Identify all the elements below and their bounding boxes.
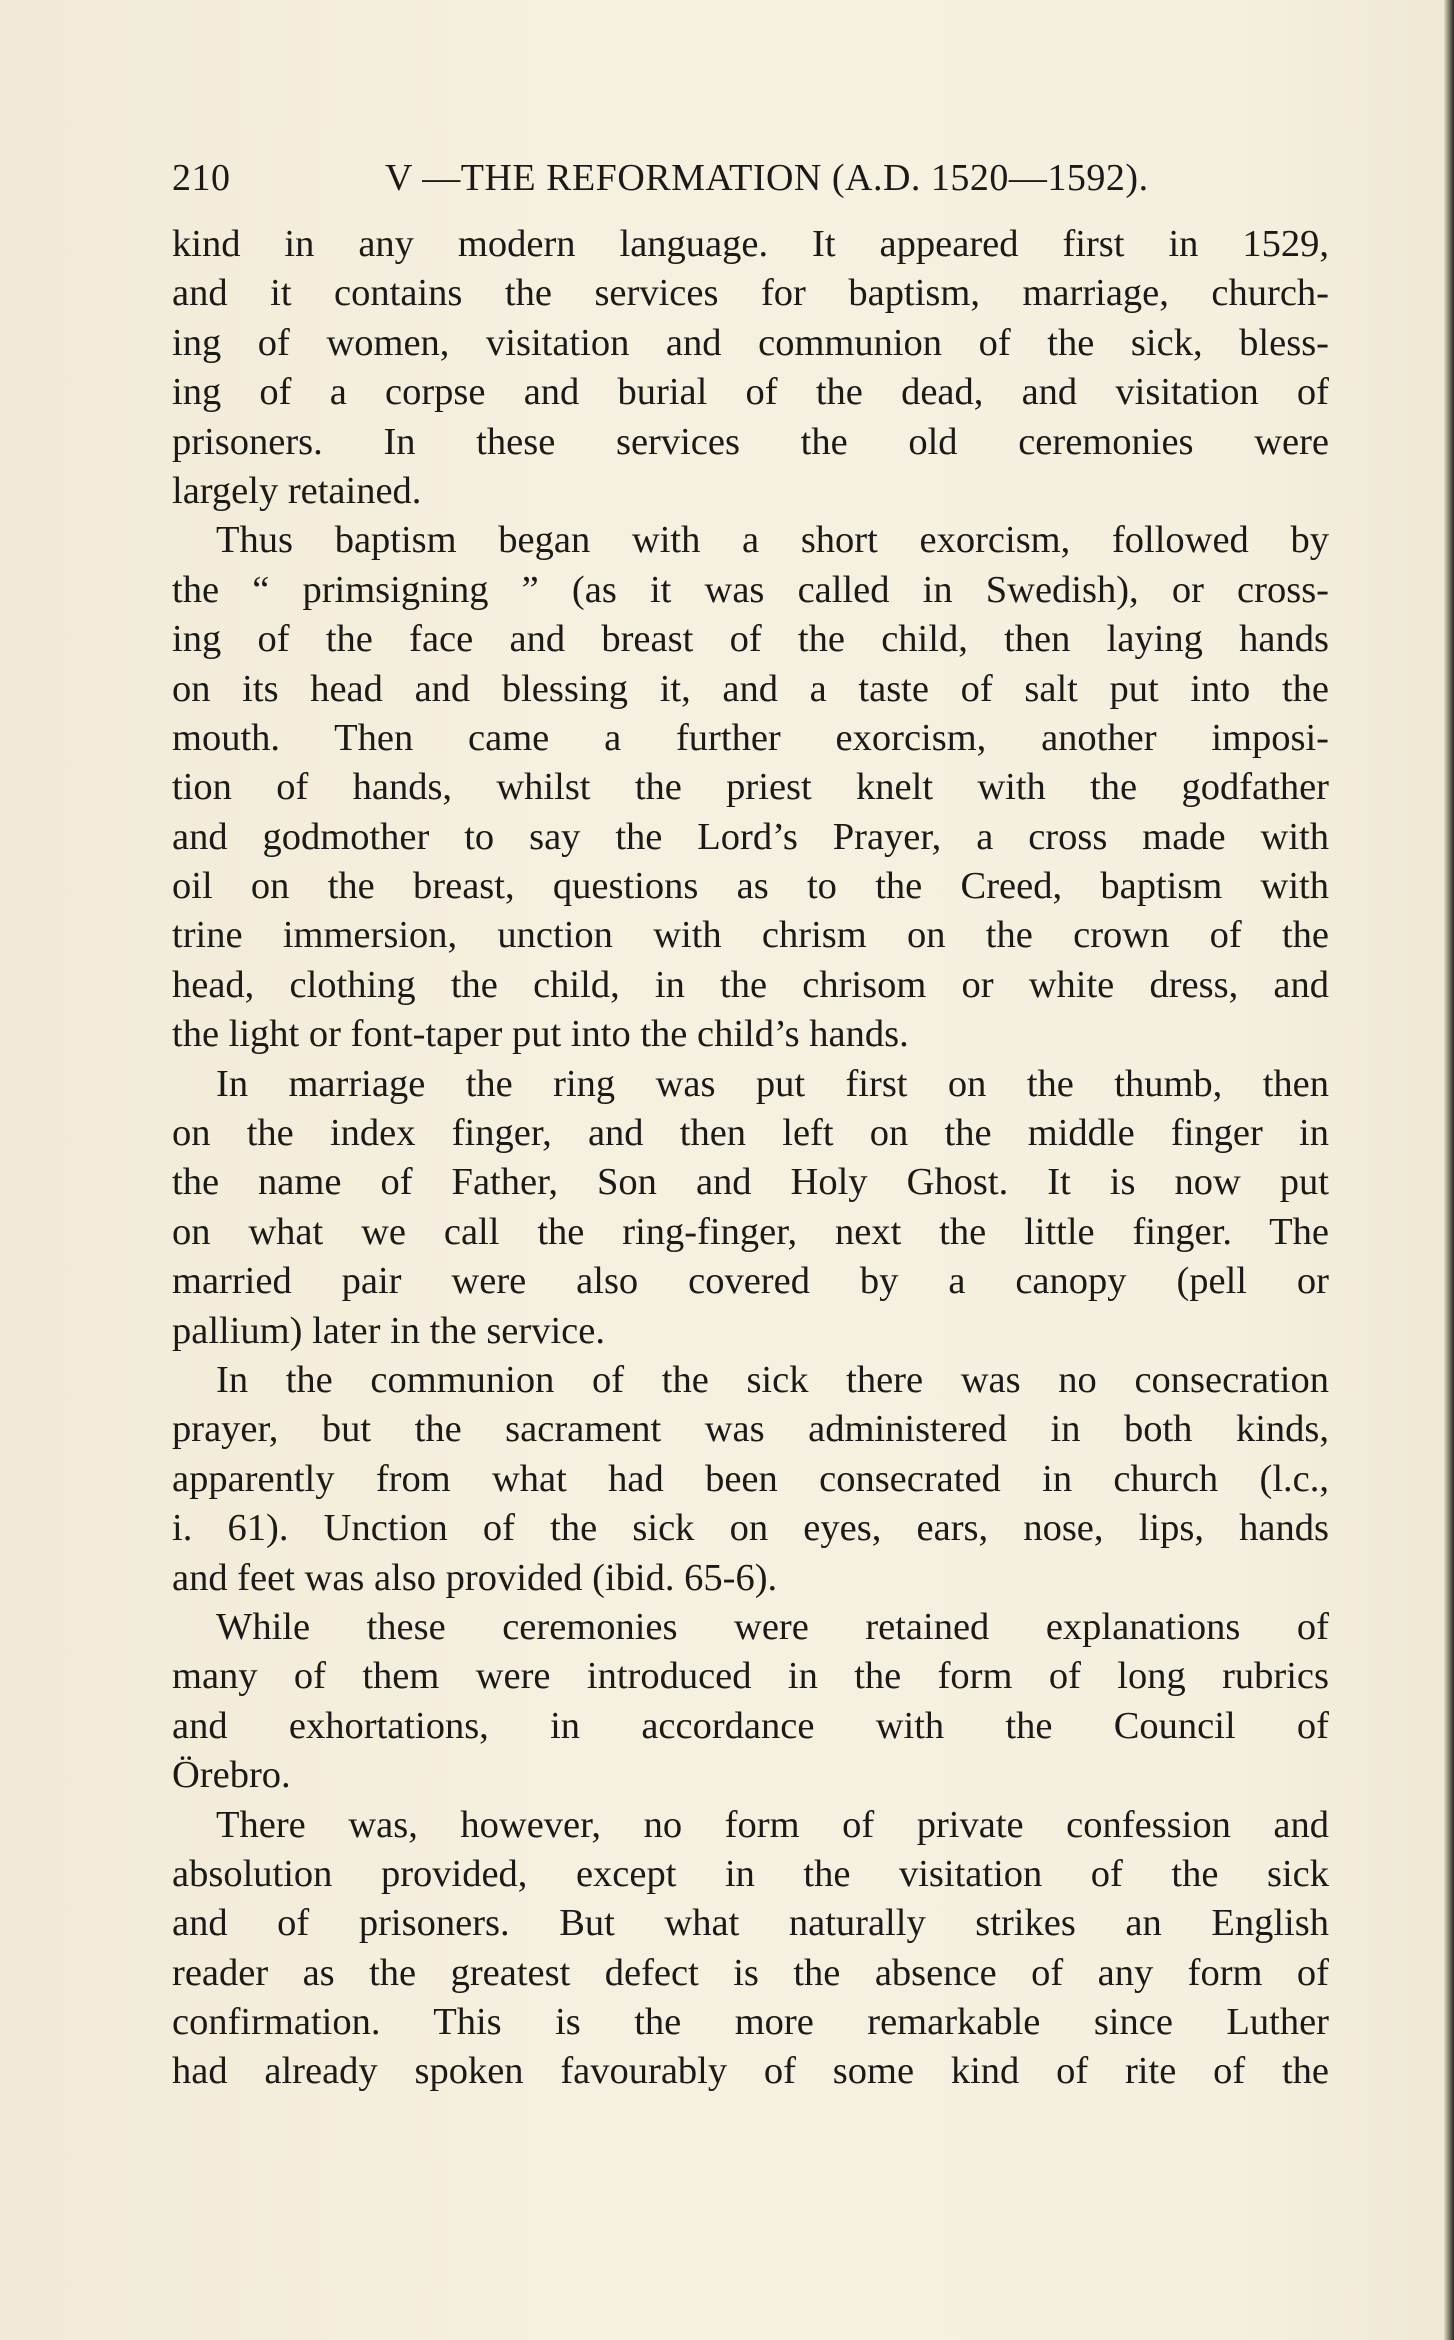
text-line: While these ceremonies were retained explanations of xyxy=(216,1605,1329,1648)
text-line: kind in any modern language. It appeared first in 1529, xyxy=(172,223,1329,265)
text-line: pallium) later in the service. xyxy=(172,1309,605,1352)
text-line: There was, however, no form of private confession and xyxy=(216,1803,1329,1846)
text-line: and it contains the services for baptism, marriage, church- xyxy=(172,272,1329,315)
text-line: the “ primsigning ” (as it was called in Swedish), or cross- xyxy=(172,568,1329,611)
text-line: largely retained. xyxy=(172,469,422,512)
text-line: the light or font-taper put into the child’s hands. xyxy=(172,1013,909,1056)
text-line: the name of Father, Son and Holy Ghost. It is now put xyxy=(172,1161,1329,1204)
text-line: and exhortations, in accordance with the Council of xyxy=(172,1704,1329,1747)
text-line: i. 61). Unction of the sick on eyes, ears, nose, lips, hands xyxy=(172,1507,1329,1550)
text-line: Thus baptism began with a short exorcism, followed by xyxy=(216,519,1329,562)
text-line: on what we call the ring-finger, next the little finger. The xyxy=(172,1210,1329,1253)
text-line: and godmother to say the Lord’s Prayer, a cross made with xyxy=(172,815,1329,858)
text-line: In marriage the ring was put first on the thumb, then xyxy=(216,1062,1329,1105)
text-line: married pair were also covered by a canopy (pell or xyxy=(172,1260,1329,1303)
body-text xyxy=(172,220,1329,2097)
text-line: absolution provided, except in the visitation of the sick xyxy=(172,1852,1329,1895)
text-line: prisoners. In these services the old ceremonies were xyxy=(172,420,1329,463)
text-line: tion of hands, whilst the priest knelt with the godfather xyxy=(172,766,1329,809)
text-line: and of prisoners. But what naturally strikes an English xyxy=(172,1902,1329,1945)
text-line: Örebro. xyxy=(172,1754,291,1797)
text-line: ing of the face and breast of the child, then laying hands xyxy=(172,618,1329,661)
text-line: on its head and blessing it, and a taste of salt put into the xyxy=(172,667,1329,710)
text-line: trine immersion, unction with chrism on the crown of the xyxy=(172,914,1329,957)
running-head: V —THE REFORMATION (A.D. 1520—1592). xyxy=(385,157,1149,199)
text-line: head, clothing the child, in the chrisom or white dress, and xyxy=(172,963,1329,1006)
text-line: prayer, but the sacrament was administered in both kinds, xyxy=(172,1408,1329,1451)
page-number: 210 xyxy=(172,157,231,199)
text-line: confirmation. This is the more remarkable since Luther xyxy=(172,2001,1329,2044)
text-line: apparently from what had been consecrated in church (l.c., xyxy=(172,1457,1329,1500)
text-line: had already spoken favourably of some kind of rite of the xyxy=(172,2050,1329,2093)
page-edge xyxy=(1444,0,1454,2340)
text-line: In the communion of the sick there was no consecration xyxy=(216,1358,1329,1401)
page-header xyxy=(172,156,1322,206)
text-line: on the index finger, and then left on the middle finger in xyxy=(172,1112,1329,1155)
text-line: reader as the greatest defect is the absence of any form of xyxy=(172,1951,1329,1994)
text-line: and feet was also provided (ibid. 65-6). xyxy=(172,1556,778,1599)
text-line: mouth. Then came a further exorcism, another imposi- xyxy=(172,716,1329,759)
text-line: oil on the breast, questions as to the Creed, baptism with xyxy=(172,865,1329,908)
text-line: many of them were introduced in the form of long rubrics xyxy=(172,1655,1329,1698)
text-line: ing of a corpse and burial of the dead, and visitation of xyxy=(172,371,1329,414)
text-line: ing of women, visitation and communion of the sick, bless- xyxy=(172,321,1329,364)
